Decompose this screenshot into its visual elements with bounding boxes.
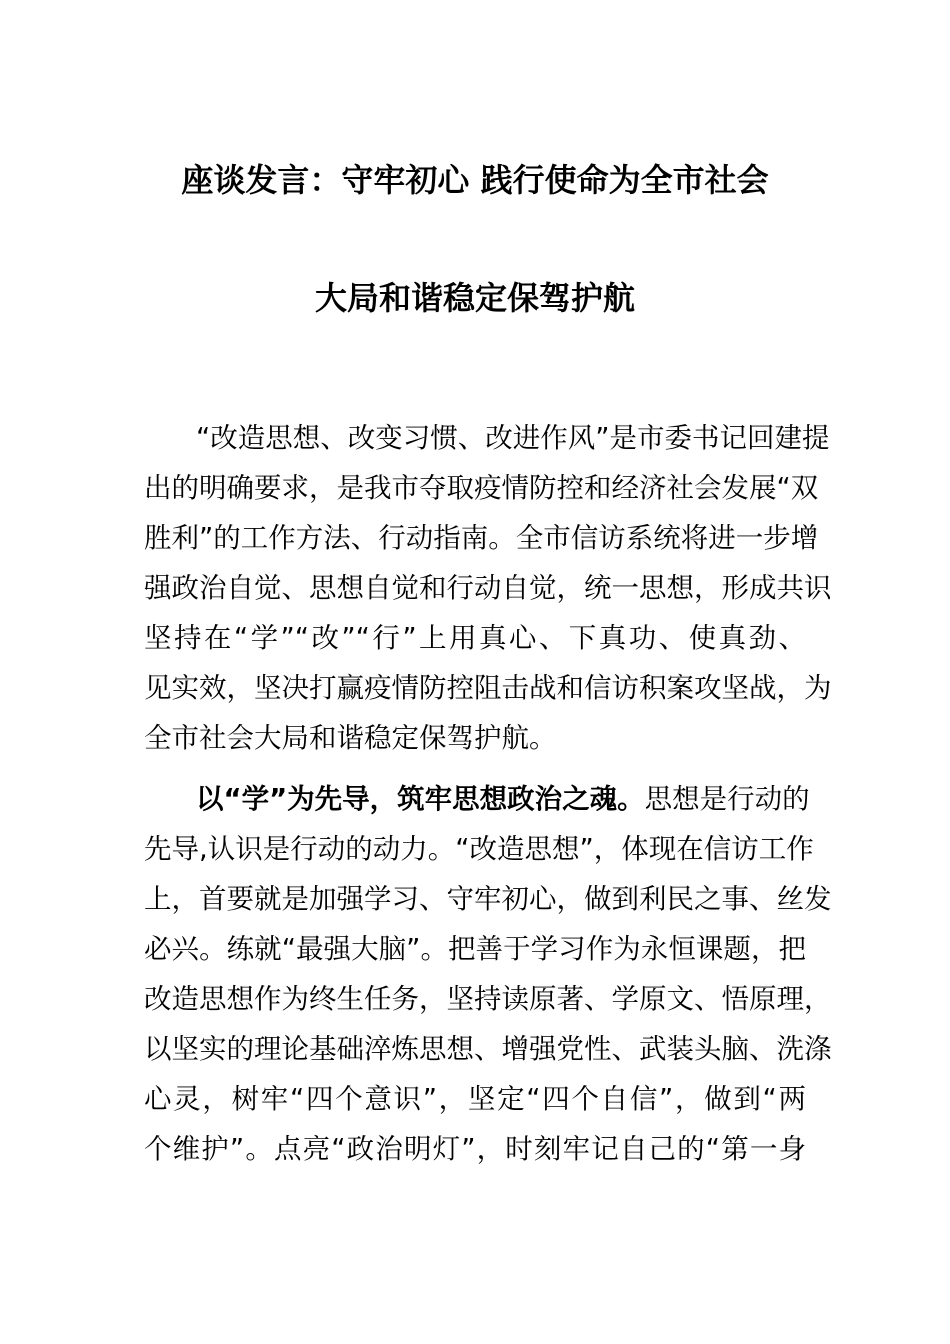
paragraph-1-line-4: 强政治自觉、思想自觉和行动自觉，统一思想，形成共识 <box>144 572 832 604</box>
paragraph-2-heading: 以“学”为先导，筑牢思想政治之魂。 <box>196 783 645 815</box>
paragraph-2-line-4: 必兴。练就“最强大脑”。把善于学习作为永恒课题，把 <box>144 933 806 965</box>
paragraph-1-line-1: “改造思想、改变习惯、改进作风”是市委书记回建提 <box>196 422 830 454</box>
title-line-2: 大局和谐稳定保驾护航 <box>314 279 635 317</box>
title-line-1: 座谈发言：守牢初心 践行使命为全市社会 <box>181 161 769 199</box>
paragraph-2-first-line-rest: 思想是行动的 <box>644 783 810 815</box>
paragraph-1-line-7: 全市社会大局和谐稳定保驾护航。 <box>144 722 557 754</box>
paragraph-1-line-3: 胜利”的工作方法、行动指南。全市信访系统将进一步增 <box>144 522 819 554</box>
paragraph-1-line-6: 见实效，坚决打赢疫情防控阻击战和信访积案攻坚战，为 <box>144 672 832 704</box>
paragraph-1-line-5: 坚持在“学”“改”“行”上用真心、下真功、使真劲、 <box>144 622 806 654</box>
paragraph-2-line-2: 先导,认识是行动的动力。“改造思想”，体现在信访工作 <box>144 833 814 865</box>
paragraph-2-line-6: 以坚实的理论基础淬炼思想、增强党性、武装头脑、洗涤 <box>144 1033 832 1065</box>
paragraph-2-line-1 <box>196 781 810 817</box>
paragraph-1-line-2: 出的明确要求，是我市夺取疫情防控和经济社会发展“双 <box>144 472 819 504</box>
paragraph-2-line-3: 上，首要就是加强学习、守牢初心，做到利民之事、丝发 <box>144 883 832 915</box>
paragraph-2-line-7: 心灵，树牢“四个意识”，坚定“四个自信”，做到“两 <box>144 1083 806 1115</box>
paragraph-2-line-8: 个维护”。点亮“政治明灯”，时刻牢记自己的“第一身 <box>144 1133 806 1165</box>
paragraph-2-line-5: 改造思想作为终生任务，坚持读原著、学原文、悟原理， <box>144 983 832 1015</box>
